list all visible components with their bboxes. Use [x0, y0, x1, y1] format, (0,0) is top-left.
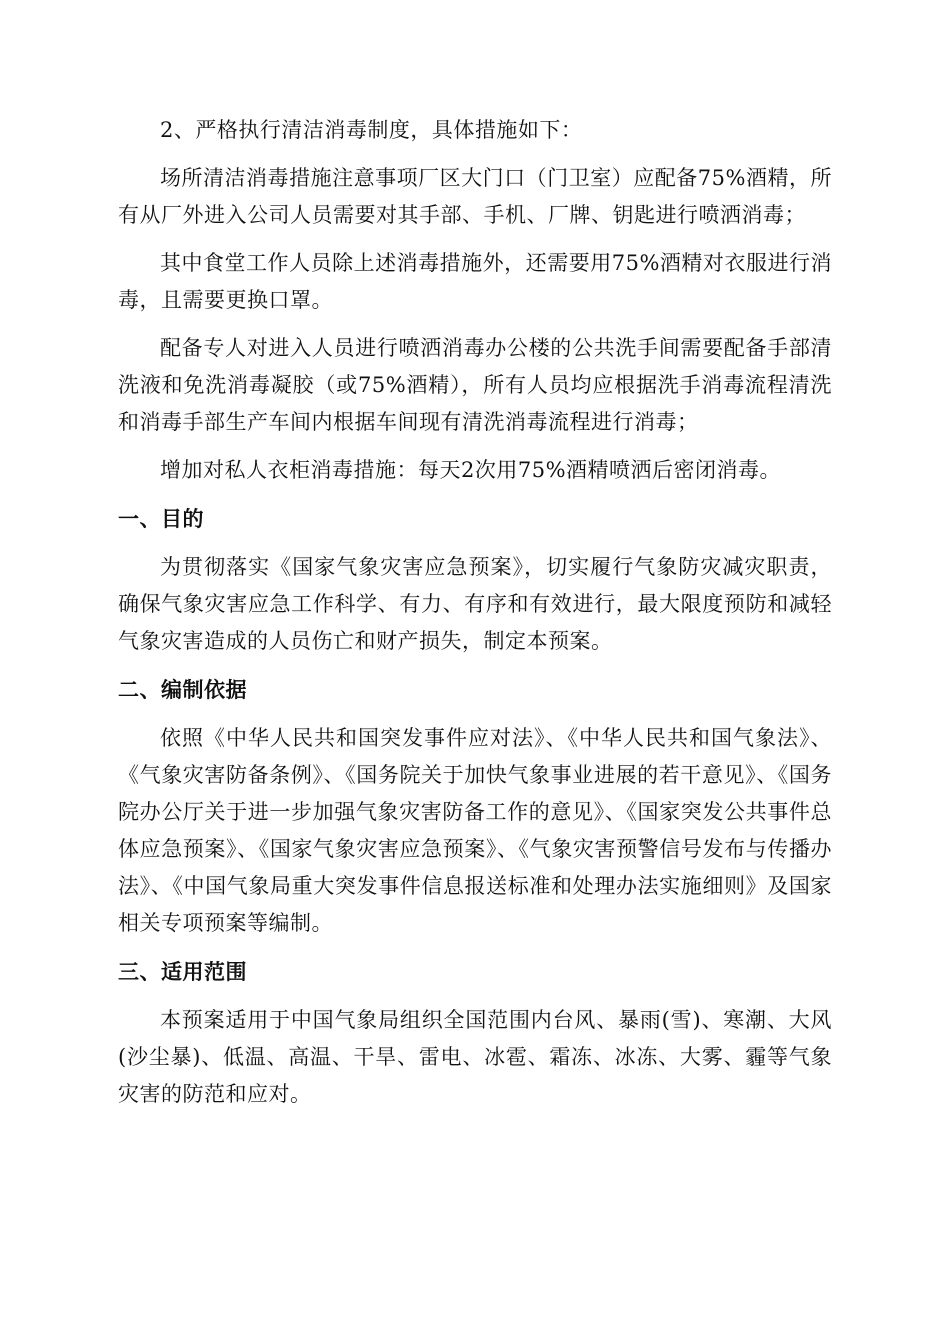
- section-heading-scope: 三、适用范围: [118, 960, 247, 984]
- paragraph-locker-disinfection: 增加对私人衣柜消毒措施：每天2次用75%酒精喷洒后密闭消毒。: [160, 458, 782, 482]
- document-page: [118, 112, 832, 1113]
- section-heading-purpose: 一、目的: [118, 507, 204, 531]
- paragraph-canteen-disinfection: 其中食堂工作人员除上述消毒措施外，还需要用75%酒精对衣服进行消毒，且需要更换口罩。: [118, 251, 832, 312]
- paragraph-cleaning-rule: 2、严格执行清洁消毒制度，具体措施如下：: [160, 118, 583, 142]
- paragraph-gate-disinfection: 场所清洁消毒措施注意事项厂区大门口（门卫室）应配备75%酒精，所有从厂外进入公司人员需要对其手部、手机、厂牌、钥匙进行喷洒消毒；: [118, 166, 832, 227]
- section-heading-basis: 二、编制依据: [118, 678, 247, 702]
- section-body-basis: 依照《中华人民共和国突发事件应对法》、《中华人民共和国气象法》、《气象灾害防备条例》、《国务院关于加快气象事业进展的若干意见》、《国务院办公厅关于进一步加强气象灾害防备工作的意见》、《国家突发公共事件总体应急预案》、《国家气象灾害应急预案》、《气象灾害预警信号发布与传播办法》、《中国气象局重大突发事件信息报送标准和处理办法实施细则》及国家相关专项预案等编制。: [118, 726, 832, 935]
- paragraph-washroom-disinfection: 配备专人对进入人员进行喷洒消毒办公楼的公共洗手间需要配备手部清洗液和免洗消毒凝胶（或75%酒精），所有人员均应根据洗手消毒流程清洗和消毒手部生产车间内根据车间现有清洗消毒流程进行消毒；: [118, 336, 832, 434]
- section-body-scope: 本预案适用于中国气象局组织全国范围内台风、暴雨(雪)、寒潮、大风(沙尘暴)、低温、高温、干旱、雷电、冰雹、霜冻、冰冻、大雾、霾等气象灾害的防范和应对。: [118, 1008, 832, 1106]
- section-body-purpose: 为贯彻落实《国家气象灾害应急预案》，切实履行气象防灾减灾职责，确保气象灾害应急工作科学、有力、有序和有效进行，最大限度预防和减轻气象灾害造成的人员伤亡和财产损失，制定本预案。: [118, 555, 832, 653]
